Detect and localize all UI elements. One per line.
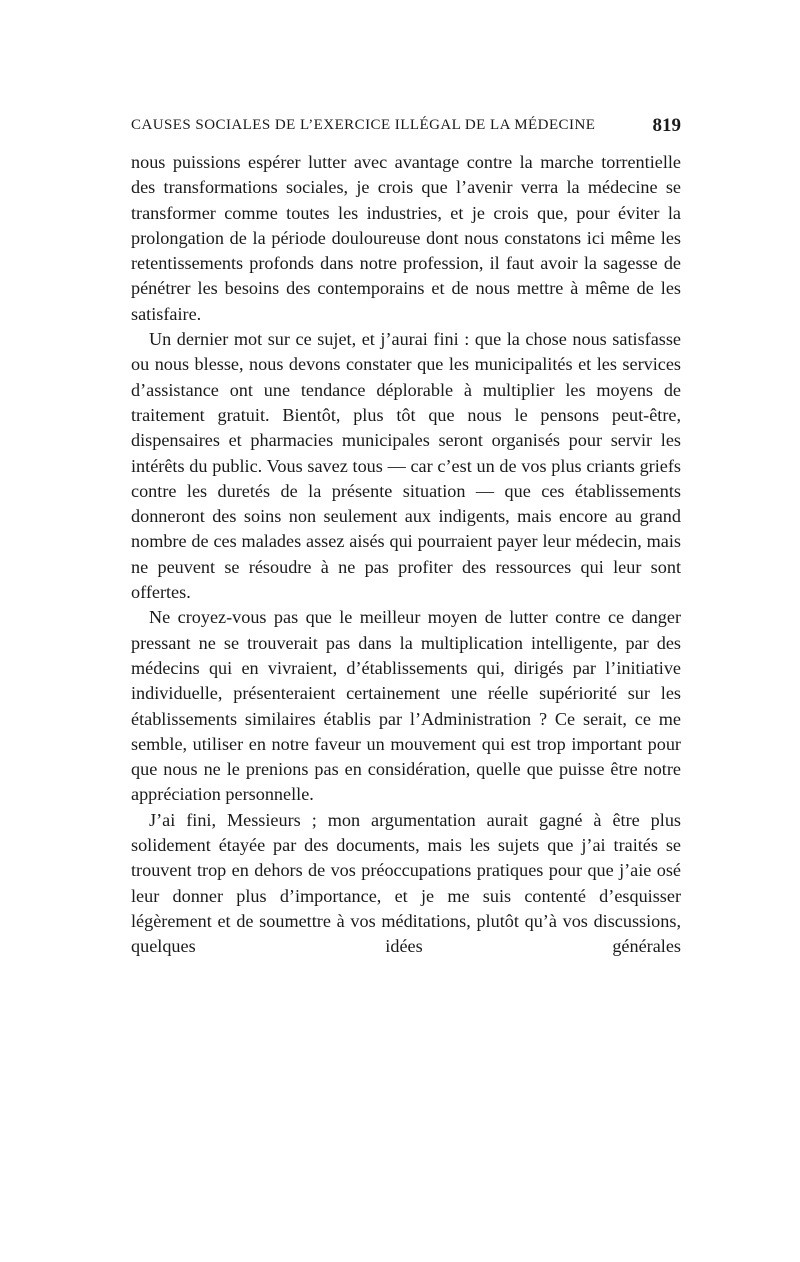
page-number: 819 bbox=[652, 115, 681, 136]
paragraph: Un dernier mot sur ce sujet, et j’aurai fini : que la chose nous satisfasse ou nous blesse, nous devons constater que les municipalités et les services d’assistance ont une tendance déplorable à multiplier les moyens de traitement gratuit. Bientôt, plus tôt que nous le pensons peut-être, dispensaires et pharmacies municipales seront organisés pour servir les intérêts du public. Vous savez tous — car c’est un de vos plus criants griefs contre les duretés de la présente situation — que ces établissements donneront des soins non seulement aux indigents, mais encore au grand nombre de ces malades assez aisés qui pourraient payer leur médecin, mais ne peuvent se résoudre à ne pas profiter des ressources qui leur sont offertes. bbox=[131, 329, 681, 603]
paragraph-continues: J’ai fini, Messieurs ; mon argumentation aurait gagné à être plus solidement étayée par des documents, mais les sujets que j’ai traités se trouvent trop en dehors de vos préoccupations pratiques pour que j’aie osé leur donner plus d’importance, et je me suis contenté d’esquisser légèrement et de soumettre à vos méditations, plutôt qu’à vos discussions, quelques idées générales bbox=[131, 809, 681, 957]
running-header bbox=[131, 115, 681, 141]
running-title: CAUSES SOCIALES DE L’EXERCICE ILLÉGAL DE LA MÉDECINE bbox=[131, 117, 596, 133]
body-text bbox=[131, 150, 681, 960]
paragraph: Ne croyez-vous pas que le meilleur moyen de lutter contre ce danger pressant ne se trouverait pas dans la multiplication intelligente, par des médecins qui en vivraient, d’établissements qui, dirigés par l’initiative individuelle, présenteraient certainement une réelle supériorité sur les établissements similaires établis par l’Administration ? Ce serait, ce me semble, utiliser en notre faveur un mouvement qui est trop important pour que nous ne le prenions pas en considération, quelle que puisse être notre appréciation personnelle. bbox=[131, 607, 681, 805]
paragraph-continued: nous puissions espérer lutter avec avantage contre la marche torrentielle des transformations sociales, je crois que l’avenir verra la médecine se transformer comme toutes les industries, et je crois que, pour éviter la prolongation de la période douloureuse dont nous constatons ici même les retentissements profonds dans notre profession, il faut avoir la sagesse de pénétrer les besoins des contemporains et de nous mettre à même de les satisfaire. bbox=[131, 152, 681, 324]
